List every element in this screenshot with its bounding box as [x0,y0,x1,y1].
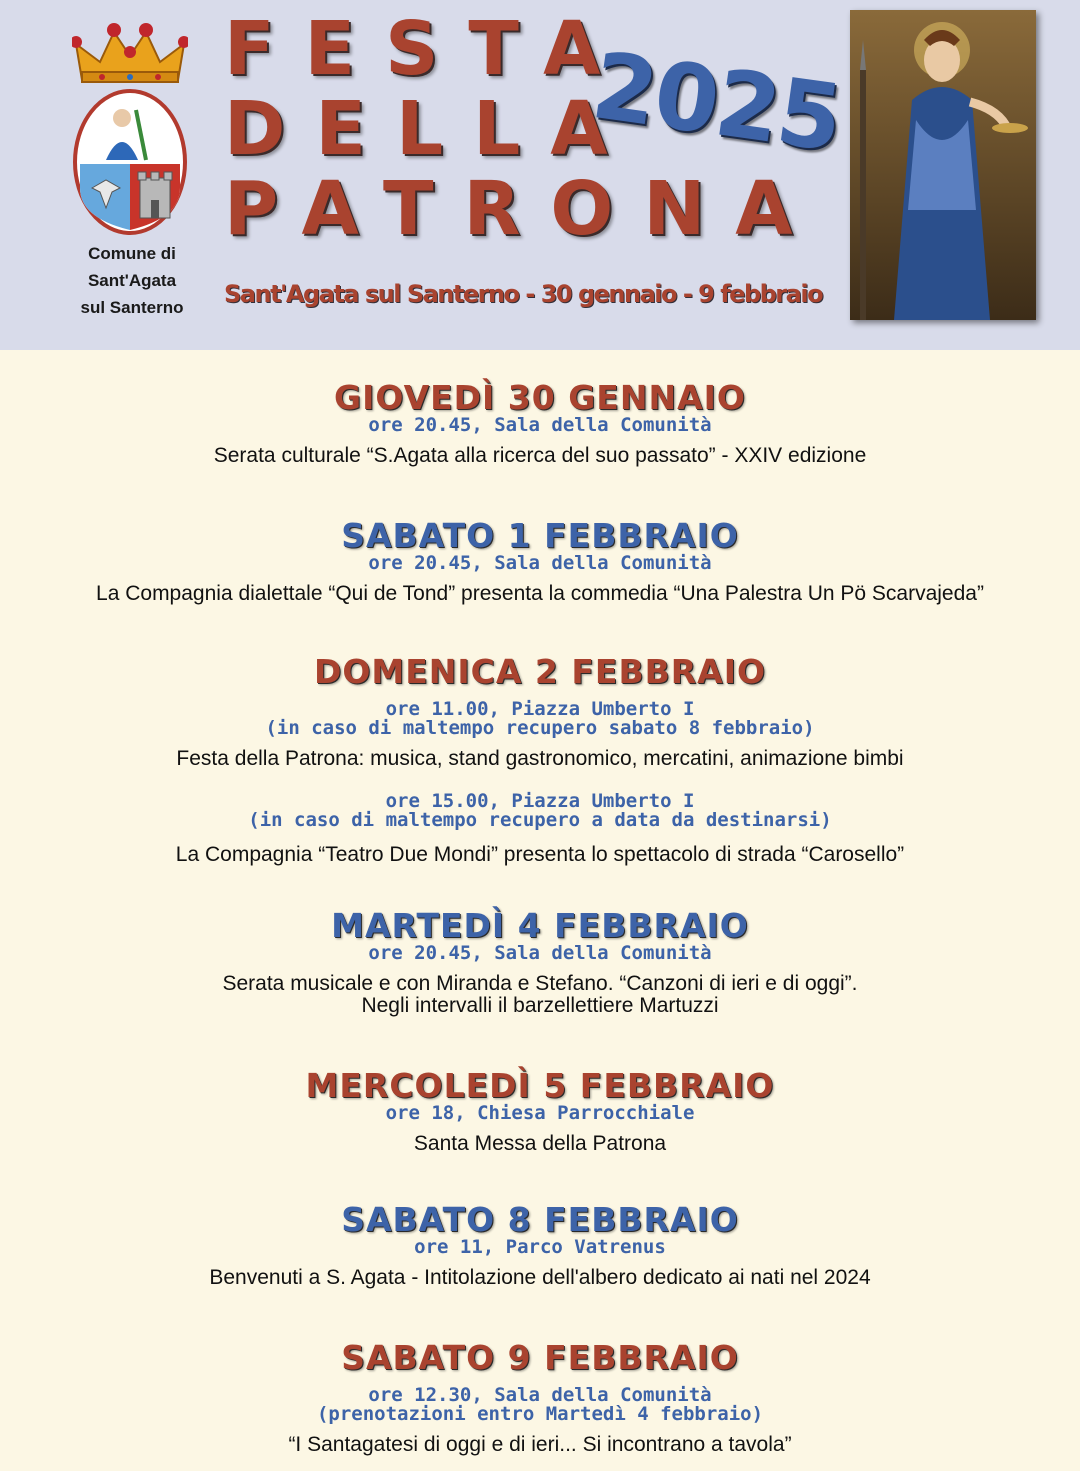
event-description-line-2: Negli intervalli il barzellettiere Martuzzi [361,994,719,1017]
event-time-place: ore 12.30, Sala della Comunità [368,1384,712,1406]
subtitle: Sant'Agata sul Santerno - 30 gennaio - 9 febbraio [224,280,823,308]
event-item [0,908,1080,1017]
event-description: Santa Messa della Patrona [413,1132,667,1155]
event-item [0,1068,1080,1155]
event-weather-note: (in caso di maltempo recupero a data da destinarsi) [248,809,832,831]
municipality-line-1: Comune di [88,244,176,263]
event-day: SABATO 9 FEBBRAIO [341,1338,739,1377]
event-description: La Compagnia dialettale “Qui de Tond” presenta la commedia “Una Palestra Un Pö Scarvajeda” [96,582,984,605]
municipality-line-3: sul Santerno [80,298,184,317]
event-time-place: ore 20.45, Sala della Comunità [368,414,712,436]
event-day: SABATO 8 FEBBRAIO [341,1200,739,1239]
municipality-line-2: Sant'Agata [87,271,177,290]
event-time-place: ore 11, Parco Vatrenus [414,1236,666,1258]
title-line-festa: FESTA [224,6,631,92]
event-day: MARTEDÌ 4 FEBBRAIO [331,906,749,945]
event-description: Serata culturale “S.Agata alla ricerca del suo passato” - XXIV edizione [213,444,867,467]
event-weather-note: (in caso di maltempo recupero sabato 8 febbraio) [265,717,815,739]
event-item [0,654,1080,866]
event-booking-note: (prenotazioni entro Martedì 4 febbraio) [316,1403,764,1425]
municipality-name [62,240,202,321]
title-line-della: DELLA [224,86,638,172]
event-day: SABATO 1 FEBBRAIO [341,516,739,555]
event-item [0,1202,1080,1289]
event-day: DOMENICA 2 FEBBRAIO [313,652,767,691]
event-description: “I Santagatesi di oggi e di ieri... Si incontrano a tavola” [288,1433,792,1456]
event-item [0,1340,1080,1456]
year-label: 2025 [586,32,847,173]
event-description: Benvenuti a S. Agata - Intitolazione dell'albero dedicato ai nati nel 2024 [209,1266,871,1289]
title-line-patrona: PATRONA [224,166,823,252]
event-description: Serata musicale e con Miranda e Stefano. “Canzoni di ieri e di oggi”. [222,972,858,995]
event-description: La Compagnia “Teatro Due Mondi” presenta lo spettacolo di strada “Carosello” [175,843,905,866]
event-day: GIOVEDÌ 30 GENNAIO [334,378,746,417]
event-item [0,518,1080,605]
event-time-place: ore 11.00, Piazza Umberto I [385,698,695,720]
saint-agatha-painting [850,10,1036,320]
event-time-place: ore 20.45, Sala della Comunità [368,942,712,964]
coat-of-arms-icon [72,88,188,236]
event-day: MERCOLEDÌ 5 FEBBRAIO [305,1066,775,1105]
event-description: Festa della Patrona: musica, stand gastronomico, mercatini, animazione bimbi [176,747,904,770]
event-time-place: ore 18, Chiesa Parrocchiale [385,1102,695,1124]
crown-icon [72,22,188,86]
event-time-place: ore 20.45, Sala della Comunità [368,552,712,574]
header-banner [0,0,1080,350]
event-time-place: ore 15.00, Piazza Umberto I [385,790,695,812]
event-item [0,380,1080,467]
